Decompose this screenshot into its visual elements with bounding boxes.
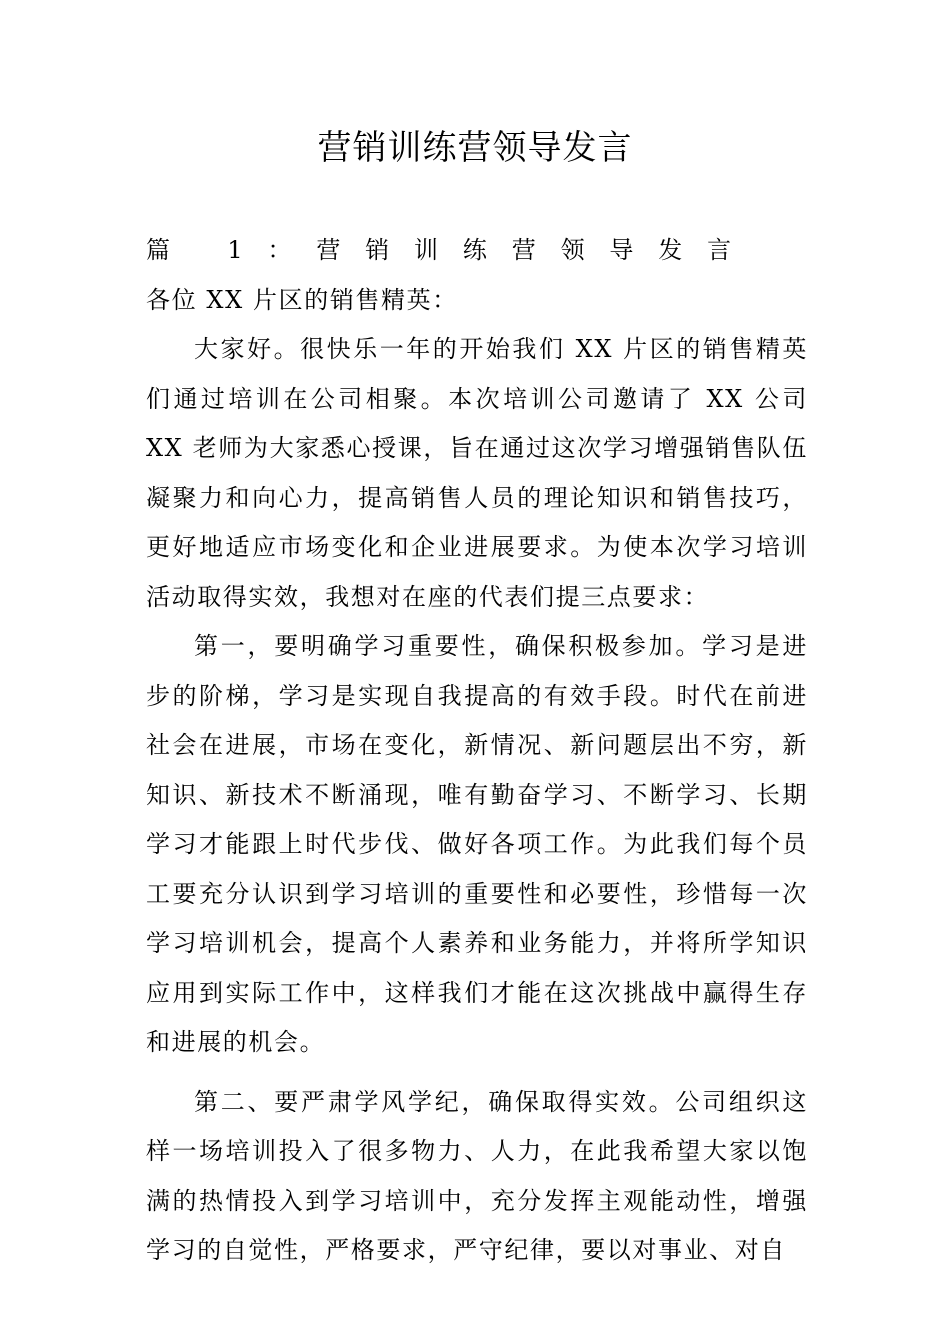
document-title: 营销训练营领导发言 bbox=[317, 128, 633, 168]
heading-line bbox=[146, 226, 808, 325]
paragraph-first-point: 第一，要明确学习重要性，确保积极参加。学习是进步的阶梯，学习是实现自我提高的有效手段。时代在前进社会在进展，市场在变化，新情况、新问题层出不穷，新知识、新技术不断涌现，唯有勤奋学习、不断学习、长期学习才能跟上时代步伐、做好各项工作。为此我们每个员工要充分认识到学习培训的重要性和必要性，珍惜每一次学习培训机会，提高个人素养和业务能力，并将所学知识应用到实际工作中，这样我们才能在这次挑战中赢得生存和进展的机会。 bbox=[146, 632, 808, 1056]
salutation: 各位 XX 片区的销售精英： bbox=[146, 285, 458, 314]
paragraph-intro: 大家好。很快乐一年的开始我们 XX 片区的销售精英们通过培训在公司相聚。本次培训公司邀请了 XX 公司 XX 老师为大家悉心授课，旨在通过这次学习增强销售队伍凝聚力和向心力，提高销售人员的理论知识和销售技巧，更好地适应市场变化和企业进展要求。为使本次学习培训活动取得实效，我想对在座的代表们提三点要求： bbox=[146, 335, 808, 611]
paragraph-second-point: 第二、要严肃学风学纪，确保取得实效。公司组织这样一场培训投入了很多物力、人力，在此我希望大家以饱满的热情投入到学习培训中，充分发挥主观能动性，增强学习的自觉性，严格要求，严守纪律，要以对事业、对自 bbox=[146, 1087, 808, 1264]
section-heading: 篇 1：营销训练营领导发言 bbox=[146, 236, 756, 264]
document-body bbox=[146, 226, 808, 1276]
paragraph-spacer bbox=[146, 1068, 808, 1078]
